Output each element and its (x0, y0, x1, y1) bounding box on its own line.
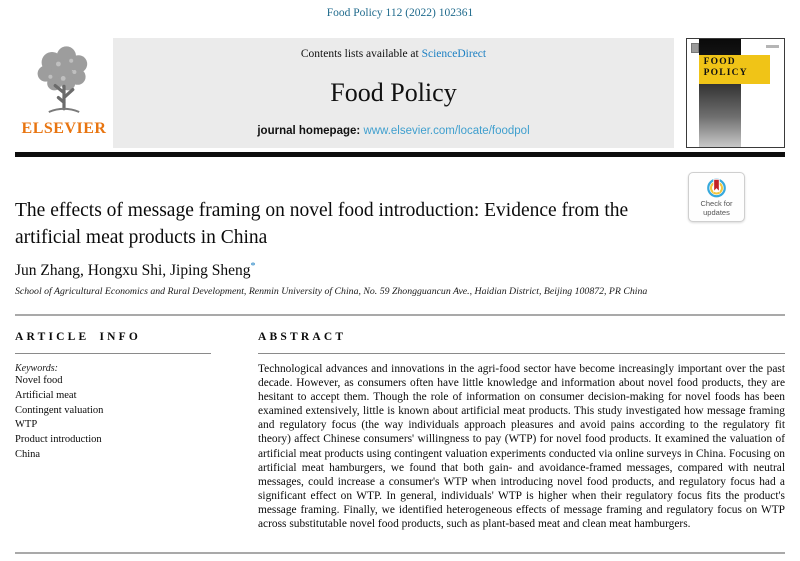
author-list: Jun Zhang, Hongxu Shi, Jiping Sheng (15, 262, 251, 280)
crossmark-icon (706, 177, 727, 200)
article-info-rule (15, 353, 211, 354)
elsevier-wordmark: ELSEVIER (21, 120, 107, 137)
keyword-item: Contingent valuation (15, 404, 104, 416)
affiliation: School of Agricultural Economics and Rural Development, Renmin University of China, No. 59 Zhongguancun Ave., Haidian District, Beijing 100872, PR China (15, 286, 648, 297)
journal-cover-thumbnail[interactable] (686, 38, 785, 148)
abstract-column (258, 331, 785, 531)
elsevier-tree-icon (28, 38, 100, 122)
cover-issn-mark (766, 45, 779, 48)
check-for-updates-badge[interactable] (688, 172, 745, 222)
abstract-rule (258, 353, 785, 354)
abstract-text: Technological advances and innovations in the agri-food sector have become increasingly important over the past decade. However, as consumers often have little knowledge and information about novel food products, they are hesitant to accept them. Though the role of information on consumer decision-making for novel foods has been examined extensively, little is known about artificial meat products. This study investigated how message framing and regulatory focus (the way individuals approach pleasures and avoid pains according to the regulatory fit theory) affect Chinese consumers' willingness to pay (WTP) for novel food products. It examined the valuation of artificial meat products using contingent valuation experiments conducted via online surveys in China. Focusing on artificial meat hamburgers, we found that both gain- and avoidance-framed messages, compared with neutral messages, could increase a consumer's WTP when introducing novel food products, and regulatory focus had a significant effect on WTP. In general, individuals' WTP is higher when their regulatory focus fits the product's message framing. Finally, we identified heterogeneous effects of message framing and regulatory focus on WTP across substitutable novel food products, such as plant-based meat and clean meat hamburgers. (258, 363, 785, 531)
section-divider-top (15, 314, 785, 316)
contents-prefix: Contents lists available at (300, 48, 422, 60)
page-bottom-divider (15, 552, 785, 554)
keyword-item: Novel food (15, 375, 63, 386)
keywords-list (15, 374, 211, 463)
keyword-item: Product introduction (15, 434, 102, 446)
elsevier-logo[interactable] (15, 38, 113, 148)
cover-publisher-emblem-icon (691, 43, 699, 53)
journal-header (15, 38, 785, 148)
badge-label-line1: Check for (700, 199, 733, 208)
author-line (15, 261, 256, 280)
keyword-item: WTP (15, 419, 38, 431)
article-info-heading: ARTICLE INFO (15, 331, 142, 343)
badge-label-line2: updates (703, 207, 730, 217)
header-divider (15, 152, 785, 157)
cover-title: FOOD POLICY (699, 55, 771, 84)
abstract-heading: ABSTRACT (258, 331, 347, 343)
contents-line (301, 48, 486, 60)
journal-banner (113, 38, 674, 148)
homepage-label: journal homepage: (257, 125, 364, 137)
sciencedirect-link[interactable]: ScienceDirect (421, 48, 487, 60)
homepage-line (257, 125, 529, 137)
article-info-column (15, 331, 211, 463)
corresponding-author-link[interactable]: * (250, 261, 256, 272)
article-title: The effects of message framing on novel food introduction: Evidence from the artificial meat products in China (15, 200, 629, 248)
keywords-label: Keywords: (15, 363, 58, 374)
journal-citation-link[interactable]: Food Policy 112 (2022) 102361 (326, 7, 474, 19)
keyword-item: China (15, 448, 41, 460)
homepage-url-link[interactable]: www.elsevier.com/locate/foodpol (363, 125, 530, 137)
journal-title: Food Policy (330, 77, 457, 107)
keyword-item: Artificial meat (15, 389, 77, 401)
